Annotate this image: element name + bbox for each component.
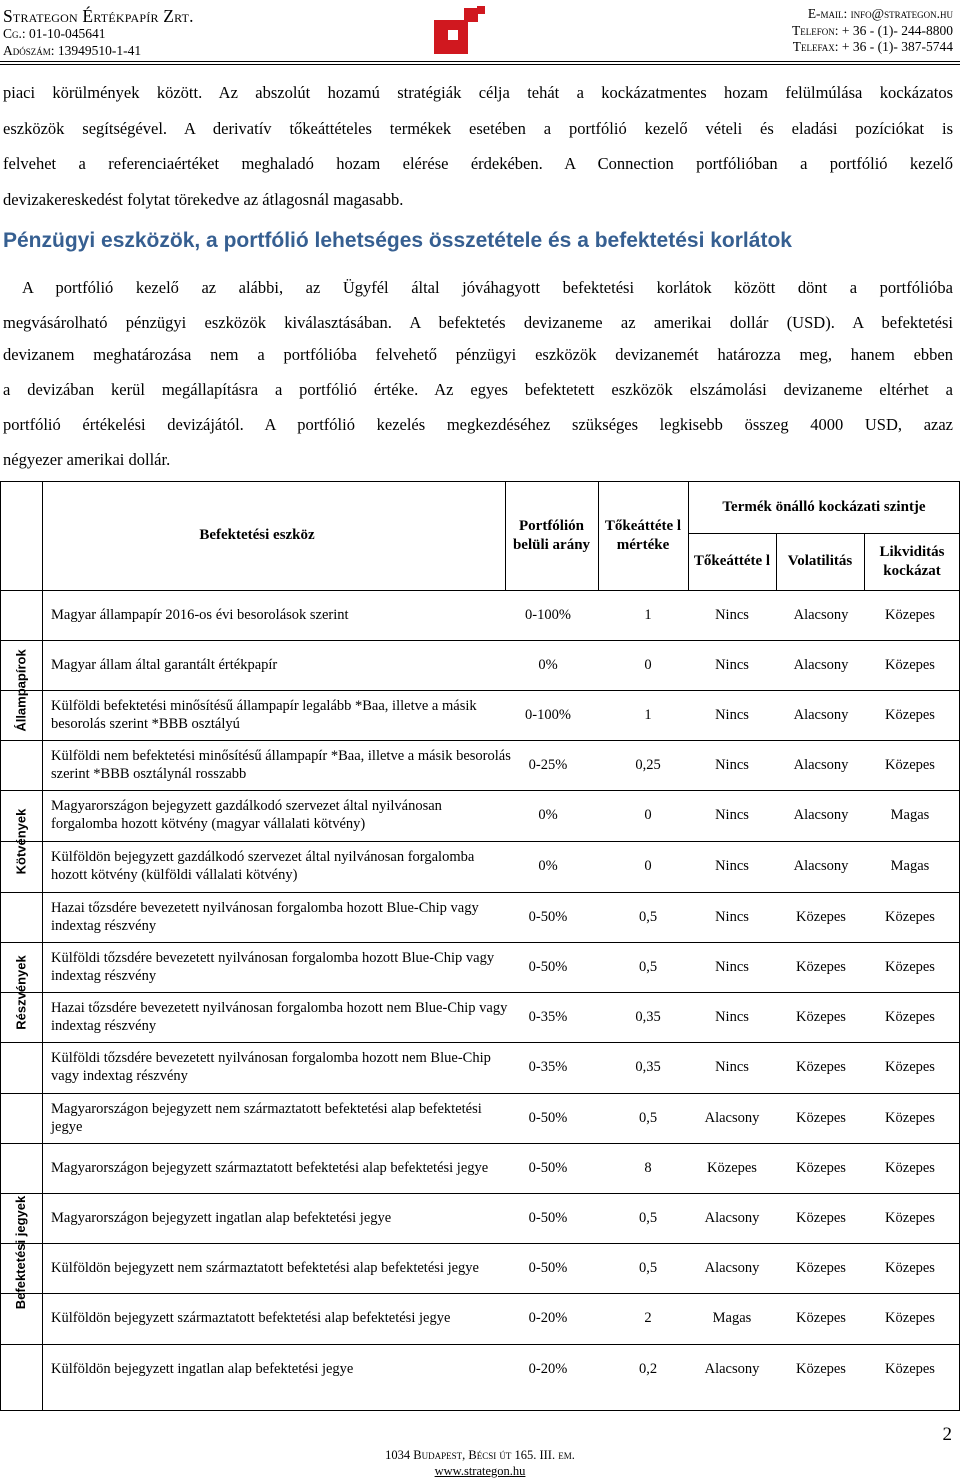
table-rule <box>0 690 960 691</box>
row-instrument-name: Hazai tőzsdére bevezetett nyilvánosan forgalomba hozott nem Blue-Chip vagy indextag részvény <box>51 1000 508 1034</box>
row-rl-value: Nincs <box>715 1059 749 1075</box>
row-lev-value: 0,35 <box>635 1059 661 1075</box>
table-row <box>0 892 960 942</box>
row-rl-value: Nincs <box>715 959 749 975</box>
paragraph2-line6: négyezer amerikai dollár. <box>3 450 171 469</box>
letterhead-right <box>792 6 953 56</box>
row-share-value: 0-50% <box>528 1260 568 1276</box>
row-rl-value: Nincs <box>715 909 749 925</box>
table-rule <box>505 481 506 590</box>
row-liq-value: Magas <box>890 858 930 874</box>
row-vol-value: Közepes <box>796 1361 846 1377</box>
row-liq-value: Közepes <box>885 1361 935 1377</box>
footer-website-link[interactable]: www.strategon.hu <box>434 1464 526 1478</box>
col-header-risk-leverage: Tőkeáttéte l <box>693 553 771 569</box>
row-instrument-name: Külföldön bejegyzett nem származtatott befektetési alap befektetési jegye <box>51 1260 479 1276</box>
table-row <box>0 942 960 992</box>
row-liq-value: Közepes <box>885 707 935 723</box>
row-lev-value: 0 <box>644 657 652 673</box>
table-row <box>0 740 960 790</box>
row-vol-value: Közepes <box>796 959 846 975</box>
col-header-volatility: Volatilitás <box>787 553 853 569</box>
paragraph1-line2: eszközök segítségével. A derivatív tőkeáttételes termékek esetében a portfólió kezelő vételi és eladási pozíciókat is <box>3 119 953 138</box>
footer <box>0 1447 960 1479</box>
contact-email: E-mail: info@strategon.hu <box>807 6 953 21</box>
row-instrument-name: Külföldi tőzsdére bevezetett nyilvánosan forgalomba hozott Blue-Chip vagy indextag részvény <box>51 950 495 984</box>
table-rule <box>0 1293 960 1294</box>
table-row <box>0 1193 960 1243</box>
col-header-instrument: Befektetési eszköz <box>199 527 315 543</box>
paragraph2-line1: A portfólió kezelő az alábbi, az Ügyfél által jóváhagyott befektetési korlátok között dönt a portfólióba <box>22 278 953 297</box>
row-rl-value: Nincs <box>715 657 749 673</box>
table-rule <box>598 481 599 590</box>
category-shares: Részvények <box>13 955 29 1030</box>
table-rule <box>0 992 960 993</box>
strategon-logo-icon <box>434 6 486 54</box>
table-rule <box>0 1093 960 1094</box>
row-liq-value: Közepes <box>885 657 935 673</box>
row-instrument-name: Külföldön bejegyzett származtatott befektetési alap befektetési jegye <box>51 1310 451 1326</box>
paragraph2-line3: devizanem meghatározása nem a portfólióba felvehető pénzügyi eszközök devizanemét határozza meg, hanem ebben <box>3 345 953 364</box>
row-rl-value: Nincs <box>715 607 749 623</box>
row-share-value: 0-25% <box>528 757 568 773</box>
letterhead <box>0 0 960 64</box>
row-instrument-name: Külföldön bejegyzett ingatlan alap befektetési jegye <box>51 1361 354 1377</box>
table-rule <box>864 533 865 590</box>
page-number: 2 <box>942 1424 952 1445</box>
row-lev-value: 1 <box>644 707 652 723</box>
row-liq-value: Közepes <box>885 1310 935 1326</box>
header-rule-bottom <box>0 64 960 65</box>
table-rule <box>0 1344 960 1345</box>
table-row <box>0 590 960 640</box>
table-rule <box>0 1143 960 1144</box>
row-liq-value: Közepes <box>885 959 935 975</box>
row-share-value: 0-20% <box>528 1310 568 1326</box>
row-instrument-name: Magyar állam által garantált értékpapír <box>51 657 278 673</box>
row-instrument-name: Hazai tőzsdére bevezetett nyilvánosan forgalomba hozott Blue-Chip vagy indextag részvény <box>51 900 479 934</box>
col-header-risk-level: Termék önálló kockázati szintje <box>722 498 926 515</box>
row-lev-value: 0,5 <box>638 1260 658 1276</box>
table-row <box>0 790 960 840</box>
row-liq-value: Közepes <box>885 1160 935 1176</box>
row-rl-value: Alacsony <box>704 1110 760 1126</box>
row-instrument-name: Külföldi tőzsdére bevezetett nyilvánosan forgalomba hozott nem Blue-Chip vagy indextag részvény <box>51 1050 491 1084</box>
row-share-value: 0-50% <box>528 959 568 975</box>
paragraph2-line5: portfólió értékelési devizájától. A portfólió kezelés megkezdéséhez szükséges legkisebb összeg 4000 USD, azaz <box>3 415 953 434</box>
paragraph1-line1: piaci körülmények között. Az abszolút hozamú stratégiák célja tehát a kockázatmentes hozam felülmúlása kockázatos <box>3 83 953 102</box>
category-bonds: Kötvények <box>13 808 29 874</box>
category-government-securities: Állampapírok <box>13 648 29 732</box>
row-vol-value: Alacsony <box>793 607 849 623</box>
letterhead-left <box>3 6 194 59</box>
col-header-liquidity-risk: Likviditás kockázat <box>879 543 945 579</box>
row-lev-value: 0,5 <box>638 1110 658 1126</box>
row-instrument-name: Külföldi befektetési minősítésű állampapír legalább *Baa, illetve a másik besorolás szerint *BBB osztályú <box>51 698 477 732</box>
row-share-value: 0-100% <box>525 707 571 723</box>
paragraph1-line3: felvehet a referenciaértéket meghaladó hozam elérése érdekében. A Connection portfólióban a portfólió kezelő <box>3 154 953 173</box>
row-rl-value: Alacsony <box>704 1210 760 1226</box>
row-vol-value: Közepes <box>796 1110 846 1126</box>
row-liq-value: Közepes <box>885 1009 935 1025</box>
table-rule <box>0 590 960 591</box>
table-rule <box>0 481 960 482</box>
contact-fax: Telefax: + 36 - (1)- 387-5744 <box>792 39 953 54</box>
table-rule <box>0 1042 960 1043</box>
row-vol-value: Alacsony <box>793 707 849 723</box>
footer-address: 1034 Budapest, Bécsi út 165. III. em. <box>385 1448 575 1462</box>
row-rl-value: Alacsony <box>704 1260 760 1276</box>
table-rule <box>0 1193 960 1194</box>
row-rl-value: Közepes <box>707 1160 757 1176</box>
row-rl-value: Nincs <box>715 707 749 723</box>
row-vol-value: Közepes <box>796 1210 846 1226</box>
header-rule-top <box>0 61 960 62</box>
table-rule <box>688 533 960 534</box>
table-row <box>0 992 960 1042</box>
row-liq-value: Magas <box>890 807 930 823</box>
table-row <box>0 1143 960 1193</box>
row-liq-value: Közepes <box>885 1110 935 1126</box>
registration-number: Cg.: 01-10-045641 <box>3 26 106 41</box>
row-vol-value: Alacsony <box>793 858 849 874</box>
row-lev-value: 8 <box>644 1160 652 1176</box>
table-row <box>0 1293 960 1343</box>
row-liq-value: Közepes <box>885 909 935 925</box>
row-vol-value: Közepes <box>796 909 846 925</box>
row-lev-value: 0 <box>644 807 652 823</box>
table-rule <box>688 481 689 590</box>
company-name: Strategon Értékpapír Zrt. <box>3 6 194 26</box>
table-row <box>0 1344 960 1394</box>
paragraph1-line4: devizakereskedést folytat törekedve az átlagosnál magasabb. <box>3 190 404 209</box>
row-share-value: 0-35% <box>528 1059 568 1075</box>
row-vol-value: Alacsony <box>793 807 849 823</box>
table-row <box>0 640 960 690</box>
row-rl-value: Alacsony <box>704 1361 760 1377</box>
table-rule <box>42 481 43 1410</box>
table-rule <box>0 841 960 842</box>
row-share-value: 0% <box>538 657 558 673</box>
row-instrument-name: Külföldi nem befektetési minősítésű állampapír *Baa, illetve a másik besorolás szerint *BBB osztálynál rosszabb <box>51 748 511 782</box>
row-lev-value: 0,2 <box>638 1361 658 1377</box>
row-lev-value: 0,5 <box>638 959 658 975</box>
row-lev-value: 0,25 <box>635 757 661 773</box>
table-rule <box>0 1243 960 1244</box>
row-liq-value: Közepes <box>885 757 935 773</box>
col-header-leverage: Tőkeáttéte l mértéke <box>604 517 682 553</box>
row-share-value: 0-50% <box>528 1160 568 1176</box>
row-rl-value: Nincs <box>715 757 749 773</box>
tax-number: Adószám: 13949510-1-41 <box>3 42 142 58</box>
table-row <box>0 1243 960 1293</box>
row-lev-value: 0,5 <box>638 909 658 925</box>
row-liq-value: Közepes <box>885 1210 935 1226</box>
row-share-value: 0-50% <box>528 909 568 925</box>
table-row <box>0 1042 960 1092</box>
row-vol-value: Közepes <box>796 1160 846 1176</box>
paragraph2-line4: a devizában kerül megállapításra a portfólió értéke. Az egyes befektetett eszközök elszámolási devizaneme eltérhet a <box>3 380 953 399</box>
row-lev-value: 2 <box>644 1310 652 1326</box>
category-investment-units: Befektetési jegyek <box>13 1195 29 1309</box>
col-header-share: Portfólión belüli arány <box>512 517 591 553</box>
row-rl-value: Nincs <box>715 807 749 823</box>
table-row <box>0 690 960 740</box>
row-lev-value: 0,5 <box>638 1210 658 1226</box>
row-instrument-name: Magyarországon bejegyzett származtatott befektetési alap befektetési jegye <box>51 1160 489 1176</box>
row-liq-value: Közepes <box>885 1260 935 1276</box>
row-share-value: 0-20% <box>528 1361 568 1377</box>
table-rule <box>776 533 777 590</box>
row-share-value: 0-100% <box>525 607 571 623</box>
row-instrument-name: Magyarországon bejegyzett gazdálkodó szervezet által nyilvánosan forgalomba hozott kötvény (magyar vállalati kötvény) <box>51 798 442 832</box>
row-rl-value: Magas <box>712 1310 752 1326</box>
row-instrument-name: Külföldön bejegyzett gazdálkodó szervezet által nyilvánosan forgalomba hozott kötvény (külföldi vállalati kötvény) <box>51 849 475 883</box>
table-rule <box>0 740 960 741</box>
row-lev-value: 0 <box>644 858 652 874</box>
row-share-value: 0% <box>538 858 558 874</box>
row-vol-value: Közepes <box>796 1260 846 1276</box>
section-heading: Pénzügyi eszközök, a portfólió lehetséges összetétele és a befektetési korlátok <box>3 229 792 252</box>
row-instrument-name: Magyar állampapír 2016-os évi besorolások szerint <box>51 607 349 623</box>
row-rl-value: Nincs <box>715 1009 749 1025</box>
row-instrument-name: Magyarországon bejegyzett ingatlan alap befektetési jegye <box>51 1210 392 1226</box>
row-lev-value: 0,35 <box>635 1009 661 1025</box>
table-rule <box>0 1410 960 1411</box>
investment-limits-table <box>0 481 960 1411</box>
contact-phone: Telefon: + 36 - (1)- 244-8800 <box>792 22 953 38</box>
row-vol-value: Alacsony <box>793 657 849 673</box>
row-vol-value: Közepes <box>796 1059 846 1075</box>
row-liq-value: Közepes <box>885 1059 935 1075</box>
paragraph2-line2: megvásárolható pénzügyi eszközök kiválasztásában. A befektetés devizaneme az amerikai dollár (USD). A befektetési <box>3 313 953 332</box>
row-liq-value: Közepes <box>885 607 935 623</box>
table-rule <box>0 640 960 641</box>
row-vol-value: Közepes <box>796 1310 846 1326</box>
table-rule <box>0 942 960 943</box>
table-row <box>0 1093 960 1143</box>
row-lev-value: 1 <box>644 607 652 623</box>
row-rl-value: Nincs <box>715 858 749 874</box>
table-rule <box>0 892 960 893</box>
row-share-value: 0% <box>538 807 558 823</box>
table-row <box>0 841 960 891</box>
row-share-value: 0-50% <box>528 1210 568 1226</box>
row-instrument-name: Magyarországon bejegyzett nem származtatott befektetési alap befektetési jegye <box>51 1101 482 1135</box>
table-rule <box>0 790 960 791</box>
table-rule <box>0 481 1 1410</box>
row-vol-value: Alacsony <box>793 757 849 773</box>
row-share-value: 0-50% <box>528 1110 568 1126</box>
row-share-value: 0-35% <box>528 1009 568 1025</box>
row-vol-value: Közepes <box>796 1009 846 1025</box>
